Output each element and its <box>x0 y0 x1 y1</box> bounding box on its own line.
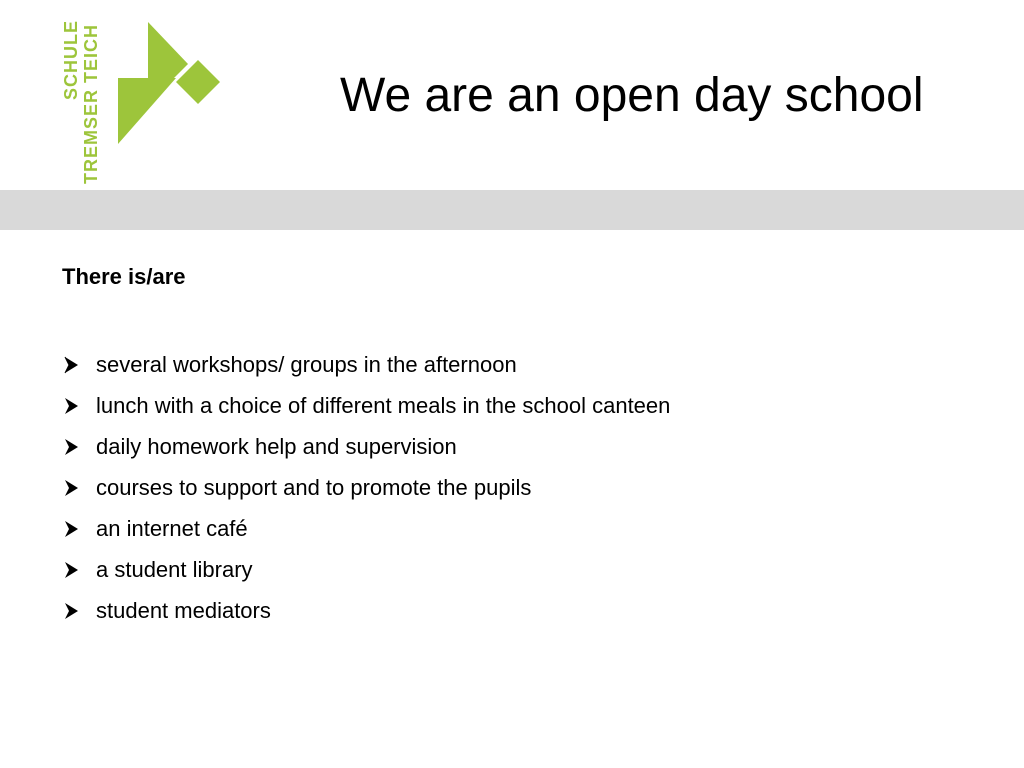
arrow-bullet-icon <box>62 602 80 620</box>
slide-content <box>62 262 1002 631</box>
header-band <box>0 190 1024 230</box>
school-logo <box>58 14 228 186</box>
list-item <box>62 590 1002 631</box>
arrow-bullet-icon <box>62 520 80 538</box>
slide-title: We are an open day school <box>340 69 924 122</box>
logo-text <box>58 14 104 186</box>
logo-line-1: SCHULE <box>61 19 81 100</box>
list-item-text: daily homework help and supervision <box>96 433 457 459</box>
list-item-text: student mediators <box>96 597 271 623</box>
logo-line-2: TREMSER TEICH <box>81 23 101 184</box>
arrow-bullet-icon <box>62 479 80 497</box>
list-item <box>62 467 1002 508</box>
arrow-bullet-icon <box>62 561 80 579</box>
list-item-text: an internet café <box>96 515 248 541</box>
arrow-bullet-icon <box>62 438 80 456</box>
list-item <box>62 385 1002 426</box>
list-item-text: courses to support and to promote the pupils <box>96 474 532 500</box>
list-item-text: lunch with a choice of different meals in the school canteen <box>96 392 671 418</box>
list-item <box>62 549 1002 590</box>
list-item <box>62 508 1002 549</box>
logo-bird-icon <box>114 18 222 144</box>
list-item <box>62 344 1002 385</box>
arrow-bullet-icon <box>62 356 80 374</box>
list-item-text: a student library <box>96 556 253 582</box>
arrow-bullet-icon <box>62 397 80 415</box>
bullet-list <box>62 344 1002 631</box>
list-item-text: several workshops/ groups in the afternoon <box>96 351 517 377</box>
list-item <box>62 426 1002 467</box>
intro-text: There is/are <box>62 264 186 289</box>
